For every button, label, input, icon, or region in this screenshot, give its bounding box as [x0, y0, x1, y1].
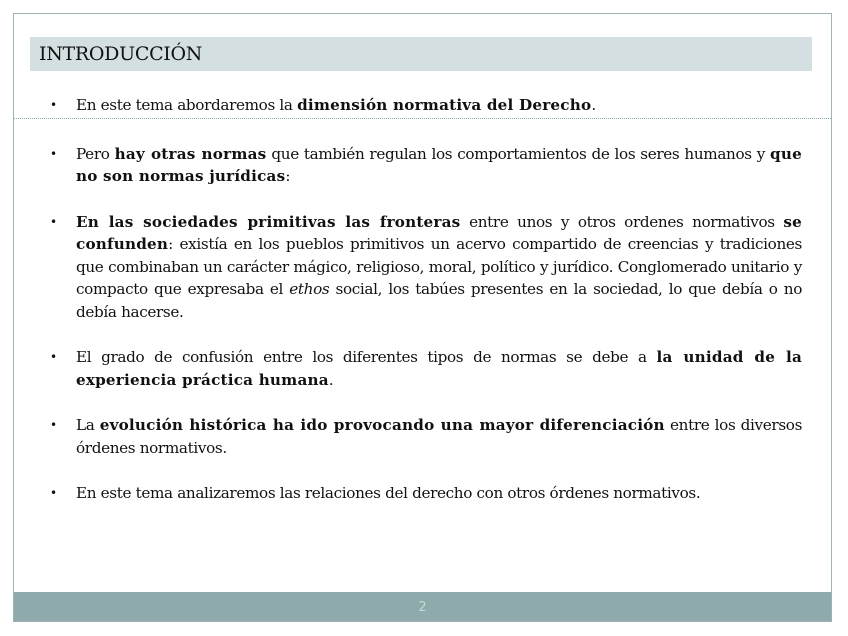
bullet-item	[76, 143, 802, 188]
bullet-text: La	[76, 416, 100, 434]
bullet-item	[76, 414, 802, 459]
bullet-text: El grado de confusión entre los diferentes tipos de normas se debe a	[76, 348, 657, 366]
bullet-text: En este tema abordaremos la	[76, 96, 298, 114]
bullet-text: social, los tabúes presentes en la sociedad, lo que debía o no debía hacerse.	[76, 280, 802, 321]
bullet-text: : existía en los pueblos primitivos un acervo compartido de creencias y tradiciones que combinaban un carácter mágico, religioso, moral, político y jurídico. Conglomerado unitario y compacto que expresaba el	[76, 235, 802, 298]
bullet-list	[76, 94, 802, 505]
bullet-bold-text: hay otras normas	[114, 144, 267, 163]
bullet-text: .	[328, 370, 334, 389]
bullet-text: que también regulan los comportamientos de los seres humanos y	[266, 144, 771, 163]
bullet-bold-text: En las sociedades primitivas las fronteras	[76, 212, 461, 231]
bullet-text: En este tema analizaremos las relaciones del derecho con otros órdenes normativos.	[76, 484, 701, 502]
bullet-item	[76, 94, 802, 117]
slide	[13, 13, 832, 622]
bullet-text: Pero	[76, 144, 115, 163]
bullet-bold-text: dimensión normativa del Derecho	[297, 96, 592, 114]
bullet-text: entre los diversos órdenes normativos.	[76, 416, 803, 457]
bullet-italic-text: ethos	[289, 280, 330, 298]
bullet-bold-text: que no son normas jurídicas	[76, 144, 802, 185]
bullet-item	[76, 482, 802, 505]
bullet-bold-text: evolución histórica ha ido provocando una mayor diferenciación	[99, 416, 665, 434]
bullet-text: :	[285, 167, 291, 185]
bullet-bold-text: la unidad de la experiencia práctica humana	[76, 348, 802, 389]
bullet-item	[76, 346, 802, 391]
slide-title: INTRODUCCIÓN	[30, 37, 812, 71]
bullet-text: entre unos y otros ordenes normativos	[460, 212, 784, 231]
bullet-text: .	[591, 96, 596, 114]
bullet-item	[76, 211, 802, 324]
footer-bar	[14, 592, 831, 621]
page-number: 2	[418, 600, 427, 615]
bullet-bold-text: se confunden	[76, 212, 802, 253]
